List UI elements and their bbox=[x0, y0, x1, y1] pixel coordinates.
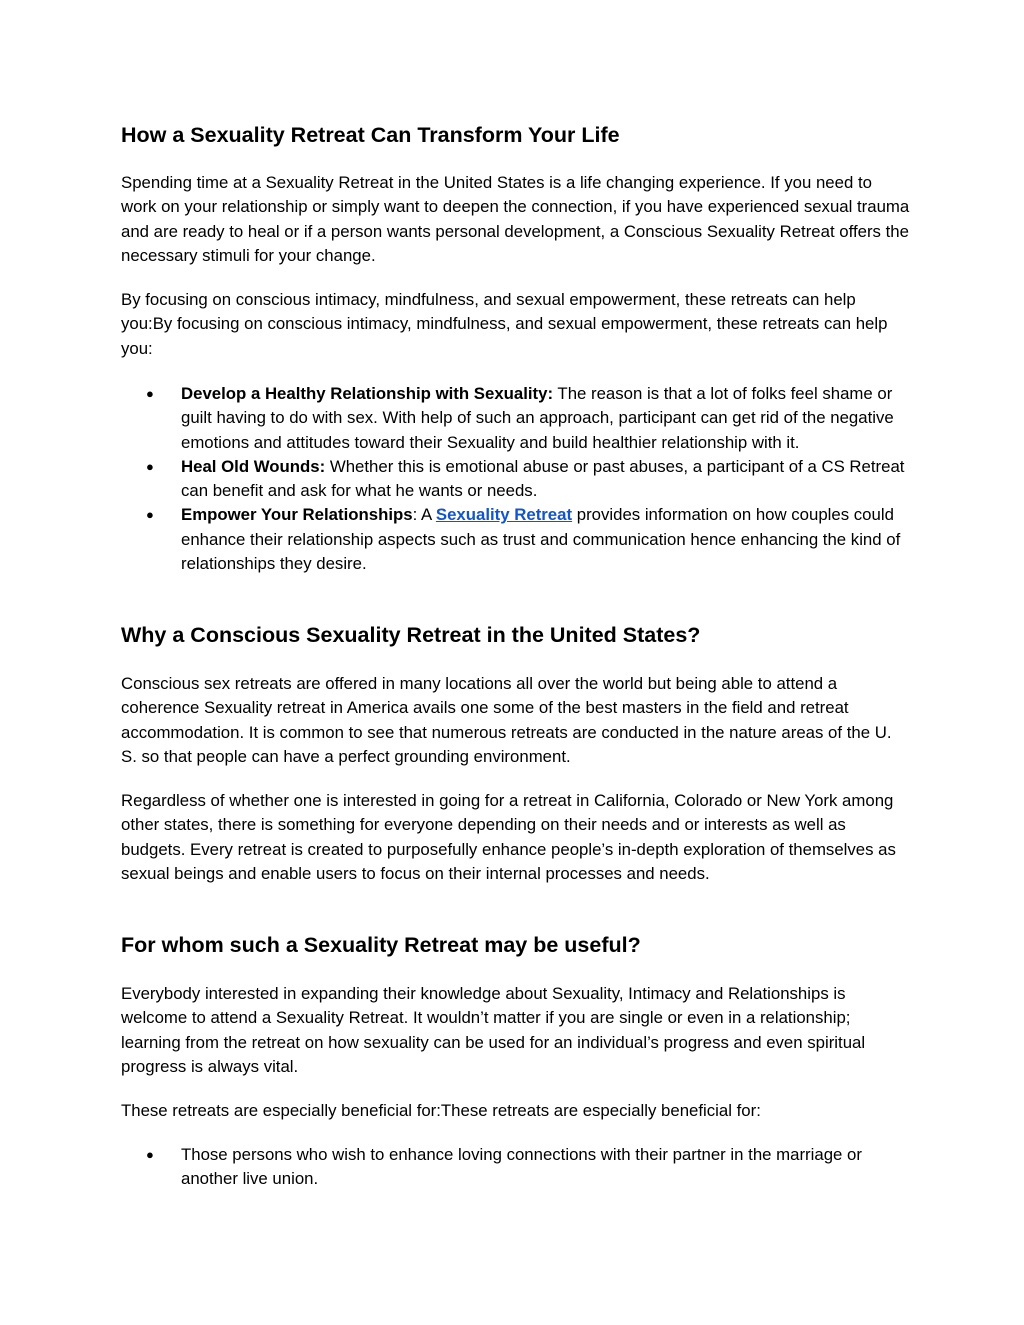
locations-paragraph: Conscious sex retreats are offered in many locations all over the world but being able to attend a coherence Sexuality retreat in America avails one some of the best masters in the field and retreat accommodation. It is common to see that numerous retreats are conducted in the nature areas of the U. S. so that people can have a perfect grounding environment. bbox=[121, 674, 892, 766]
heading-transform-your-life: How a Sexuality Retreat Can Transform Your Life bbox=[121, 123, 620, 147]
bullet-pre-link: : A bbox=[412, 505, 436, 525]
benefits-list bbox=[121, 382, 911, 576]
bullet-lead: Heal Old Wounds: bbox=[181, 456, 326, 476]
sexuality-retreat-link[interactable]: Sexuality Retreat bbox=[435, 505, 573, 525]
beneficial-paragraph: These retreats are especially beneficial for:These retreats are especially beneficial for: bbox=[121, 1101, 761, 1120]
states-paragraph: Regardless of whether one is interested in going for a retreat in California, Colorado or New York among other states, there is something for everyone depending on their needs and or interests as well as budgets. Every retreat is created to purposefully enhance people’s in-depth exploration of themselves as sexual beings and enable users to focus on their internal processes and needs. bbox=[121, 791, 896, 883]
bullet-text: Whether this is emotional abuse or past abuses, a participant of a CS Retreat can benefit and ask for what he wants or needs. bbox=[181, 456, 905, 501]
bullet-icon: ● bbox=[146, 507, 154, 523]
list-item bbox=[121, 382, 911, 455]
focus-paragraph: By focusing on conscious intimacy, mindfulness, and sexual empowerment, these retreats can help you:By focusing on conscious intimacy, mindfulness, and sexual empowerment, these retreats can help you: bbox=[121, 290, 888, 358]
intro-paragraph: Spending time at a Sexuality Retreat in the United States is a life changing experience. If you need to work on your relationship or simply want to deepen the connection, if you have experienced sexual trauma and are ready to heal or if a person wants personal development, a Conscious Sexuality Retreat offers the necessary stimuli for your change. bbox=[121, 173, 910, 265]
bullet-icon: ● bbox=[146, 1147, 154, 1162]
everybody-paragraph: Everybody interested in expanding their knowledge about Sexuality, Intimacy and Relationships is welcome to attend a Sexuality Retreat. It wouldn’t matter if you are single or even in a relationship; learning from the retreat on how sexuality can be used for an individual’s progress and even spiritual progress is always vital. bbox=[121, 984, 866, 1076]
audience-list bbox=[121, 1143, 911, 1192]
list-item bbox=[121, 503, 911, 576]
bullet-lead: Develop a Healthy Relationship with Sexuality: bbox=[181, 384, 554, 403]
heading-for-whom: For whom such a Sexuality Retreat may be useful? bbox=[121, 933, 641, 957]
bullet-text: The reason is that a lot of folks feel shame or guilt having to do with sex. With help of such an approach, participant can get rid of the negative emotions and attitudes toward their Sexuality and build healthier relationship with it. bbox=[181, 384, 894, 452]
bullet-icon: ● bbox=[146, 386, 154, 401]
heading-why-united-states: Why a Conscious Sexuality Retreat in the United States? bbox=[121, 623, 701, 647]
bullet-text: provides information on how couples could enhance their relationship aspects such as trust and communication hence enhancing the kind of relationships they desire. bbox=[181, 505, 901, 574]
bullet-text: Those persons who wish to enhance loving connections with their partner in the marriage or another live union. bbox=[181, 1145, 862, 1189]
list-item bbox=[121, 455, 911, 504]
bullet-icon: ● bbox=[146, 458, 154, 474]
list-item bbox=[121, 1143, 911, 1192]
bullet-lead: Empower Your Relationships bbox=[181, 505, 413, 525]
